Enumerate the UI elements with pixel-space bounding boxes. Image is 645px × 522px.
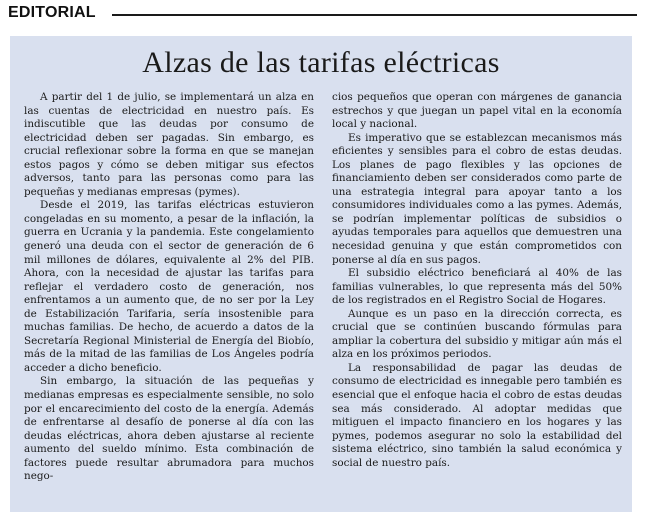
article-column-left [24, 91, 314, 505]
paragraph: El subsidio eléctrico beneficiará al 40% de las familias vulnerables, lo que representa más del 50% de los registrados en el Registro Social de Hogares. [332, 267, 622, 307]
article-body [24, 91, 622, 505]
section-label: EDITORIAL [8, 4, 96, 21]
section-divider [112, 14, 637, 16]
paragraph: Es imperativo que se establezcan mecanismos más eficientes y sensibles para el cobro de estas deudas. Los planes de pago flexibles y las opciones de financiamiento deben ser considerados como parte de una estrategia integral para apoyar tanto a los consumidores individuales como a las pymes. Además, se podrían implementar políticas de subsidios o ayudas temporales para aquellos que demuestren una necesidad genuina y que están comprometidos con ponerse al día en sus pagos. [332, 131, 622, 266]
paragraph: Aunque es un paso en la dirección correcta, es crucial que se continúen buscando fórmulas para ampliar la cobertura del subsidio y mitigar aún más el alza en los próximos periodos. [332, 307, 622, 361]
article-title: Alzas de las tarifas eléctricas [142, 46, 500, 79]
paragraph: La responsabilidad de pagar las deudas de consumo de electricidad es innegable pero también es esencial que el enfoque hacia el cobro de estas deudas sea más considerado. Al adoptar medidas que mitiguen el impacto financiero en los hogares y las pymes, podemos asegurar no solo la estabilidad del sistema eléctrico, sino también la salud económica y social de nuestro país. [332, 361, 622, 469]
paragraph: Sin embargo, la situación de las pequeñas y medianas empresas es especialmente sensible, no solo por el encarecimiento del costo de la energía. Además de enfrentarse al desafío de ponerse al día con las deudas eléctricas, ahora deben ajustarse al reciente aumento del sueldo mínimo. Esta combinación de factores puede resultar abrumadora para muchos nego- [24, 375, 314, 483]
article-column-right [332, 91, 622, 505]
paragraph-continuation: cios pequeños que operan con márgenes de ganancia estrechos y que juegan un papel vital en la economía local y nacional. [332, 91, 622, 131]
paragraph: Desde el 2019, las tarifas eléctricas estuvieron congeladas en su momento, a pesar de la inflación, la guerra en Ucrania y la pandemia. Este congelamiento generó una deuda con el sector de generación de 6 mil millones de dólares, equivalente al 2% del PIB. Ahora, con la necesidad de ajustar las tarifas para reflejar el verdadero costo de generación, nos enfrentamos a un aumento que, de no ser por la Ley de Estabilización Tarifaria, sería insostenible para muchas familias. De hecho, de acuerdo a datos de la Secretaría Regional Ministerial de Energía del Biobío, más de la mitad de las familias de Los Ángeles podría acceder a dicho beneficio. [24, 199, 314, 374]
section-header [0, 0, 645, 30]
paragraph: A partir del 1 de julio, se implementará un alza en las cuentas de electricidad en nuestro país. Es indiscutible que las deudas por consumo de electricidad deben ser pagadas. Sin embargo, es crucial reflexionar sobre la forma en que se manejan estos pagos y cómo se deben mitigar sus efectos adversos, tanto para las personas como para las pequeñas y medianas empresas (pymes). [24, 91, 314, 198]
editorial-panel [10, 36, 632, 512]
